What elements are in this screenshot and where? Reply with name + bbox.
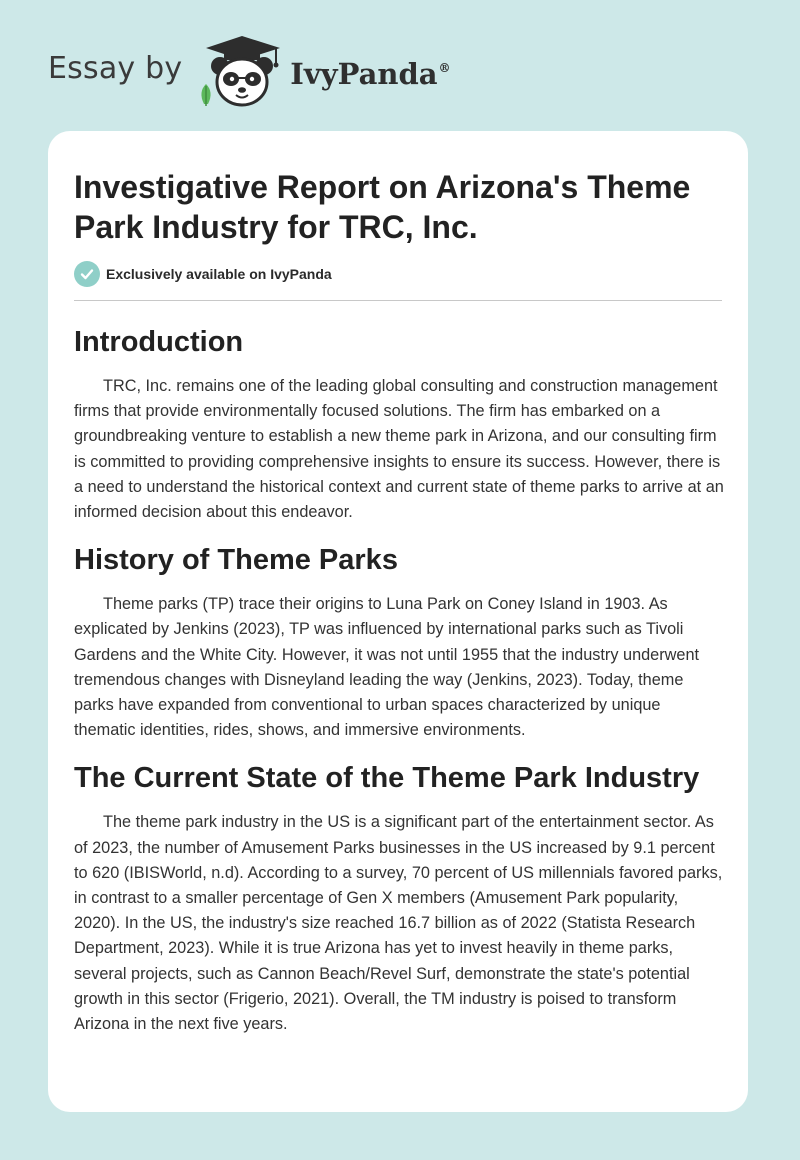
brand-name-text: IvyPanda — [290, 57, 438, 91]
section-heading: Introduction — [74, 326, 244, 358]
check-icon — [74, 261, 100, 287]
section-current-state — [74, 759, 722, 1037]
section-paragraph: The theme park industry in the US is a significant part of the entertainment sector. As of 2023, the number of Amusement Parks businesses in the US increased by 9.1 percent to 620 (IBISWorld, n.d). According to a survey, 70 percent of US millennials favored parks, in contrast to a smaller percentage of Gen X members (Amusement Park popularity, 2020). In the US, the industry's size reached 16.7 billion as of 2022 (Statista Research Department, 2023). While it is true Arizona has yet to invest heavily in theme parks, several projects, such as Cannon Beach/Revel Surf, demonstrate the state's potential growth in this sector (Frigerio, 2021). Overall, the TM industry is poised to transform Arizona in the next five years. — [74, 813, 723, 1034]
essay-card — [48, 131, 748, 1112]
section-heading: History of Theme Parks — [74, 544, 398, 577]
section-introduction — [74, 323, 722, 525]
section-paragraph: TRC, Inc. remains one of the leading global consulting and construction management firms that provide environmentally focused solutions. The firm has embarked on a groundbreaking venture to establish a new theme park in Arizona, and our consulting firm is committed to providing comprehensive insights to ensure its success. However, there is a need to understand the historical context and current state of theme parks to arrive at an informed decision about this endeavor. — [74, 377, 724, 522]
exclusive-badge — [74, 261, 722, 287]
exclusive-label: Exclusively available on IvyPanda — [106, 266, 332, 282]
section-paragraph: Theme parks (TP) trace their origins to Luna Park on Coney Island in 1903. As explicated by Jenkins (2023), TP was influenced by international parks such as Tivoli Gardens and the White City. However, it was not until 1955 that the industry underwent tremendous changes with Disneyland leading the way (Jenkins, 2023). Today, theme parks have expanded from conventional to urban spaces characterized by unique thematic identities, rides, shows, and immersive environments. — [74, 595, 700, 740]
brand-name — [290, 57, 450, 91]
registered-mark: ® — [438, 61, 451, 75]
page-title: Investigative Report on Arizona's Theme Park Industry for TRC, Inc. — [74, 169, 691, 245]
panda-logo-icon[interactable] — [196, 34, 288, 110]
site-header — [48, 34, 451, 110]
divider — [74, 300, 722, 301]
section-heading: The Current State of the Theme Park Industry — [74, 762, 700, 795]
section-history — [74, 541, 722, 743]
brand-prefix: Essay by — [48, 50, 183, 86]
